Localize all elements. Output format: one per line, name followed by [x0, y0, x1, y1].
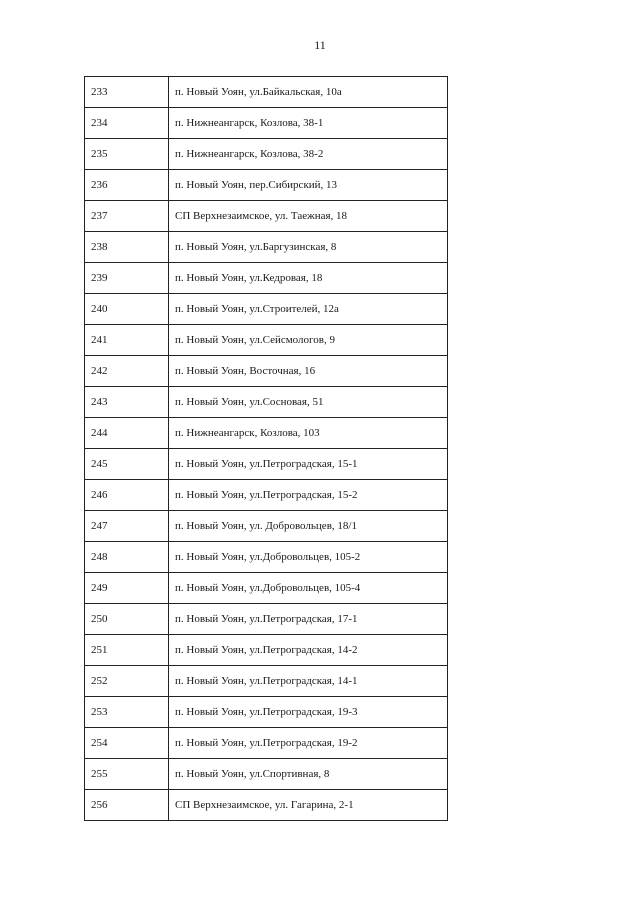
address-cell: п. Новый Уоян, ул.Байкальская, 10а — [169, 77, 448, 108]
row-number-cell: 245 — [85, 449, 169, 480]
address-cell: п. Новый Уоян, ул.Петроградская, 15-1 — [169, 449, 448, 480]
row-number-cell: 247 — [85, 511, 169, 542]
page-number: 11 — [314, 38, 326, 52]
row-number-cell: 250 — [85, 604, 169, 635]
address-cell: п. Новый Уоян, ул.Сейсмологов, 9 — [169, 325, 448, 356]
table-row — [85, 170, 448, 201]
table-row — [85, 201, 448, 232]
address-cell: п. Новый Уоян, ул.Добровольцев, 105-4 — [169, 573, 448, 604]
table-row — [85, 77, 448, 108]
row-number-cell: 249 — [85, 573, 169, 604]
table-row — [85, 263, 448, 294]
address-cell: СП Верхнезаимское, ул. Гагарина, 2-1 — [169, 790, 448, 821]
row-number-cell: 241 — [85, 325, 169, 356]
address-cell: СП Верхнезаимское, ул. Таежная, 18 — [169, 201, 448, 232]
row-number-cell: 237 — [85, 201, 169, 232]
row-number-cell: 243 — [85, 387, 169, 418]
table-body — [85, 77, 448, 821]
row-number-cell: 235 — [85, 139, 169, 170]
row-number-cell: 246 — [85, 480, 169, 511]
table-row — [85, 387, 448, 418]
address-cell: п. Новый Уоян, ул.Баргузинская, 8 — [169, 232, 448, 263]
table-row — [85, 542, 448, 573]
row-number-cell: 255 — [85, 759, 169, 790]
table-row — [85, 356, 448, 387]
address-cell: п. Нижнеангарск, Козлова, 38-1 — [169, 108, 448, 139]
address-cell: п. Новый Уоян, ул.Сосновая, 51 — [169, 387, 448, 418]
address-cell: п. Новый Уоян, ул.Спортивная, 8 — [169, 759, 448, 790]
row-number-cell: 252 — [85, 666, 169, 697]
row-number-cell: 238 — [85, 232, 169, 263]
row-number-cell: 244 — [85, 418, 169, 449]
address-cell: п. Новый Уоян, ул.Петроградская, 14-1 — [169, 666, 448, 697]
table-row — [85, 666, 448, 697]
address-cell: п. Нижнеангарск, Козлова, 38-2 — [169, 139, 448, 170]
row-number-cell: 234 — [85, 108, 169, 139]
address-cell: п. Новый Уоян, ул.Добровольцев, 105-2 — [169, 542, 448, 573]
address-cell: п. Новый Уоян, ул.Кедровая, 18 — [169, 263, 448, 294]
table-row — [85, 697, 448, 728]
row-number-cell: 236 — [85, 170, 169, 201]
row-number-cell: 256 — [85, 790, 169, 821]
address-cell: п. Нижнеангарск, Козлова, 103 — [169, 418, 448, 449]
row-number-cell: 253 — [85, 697, 169, 728]
address-cell: п. Новый Уоян, ул.Петроградская, 14-2 — [169, 635, 448, 666]
table-row — [85, 139, 448, 170]
row-number-cell: 248 — [85, 542, 169, 573]
address-cell: п. Новый Уоян, ул.Петроградская, 19-3 — [169, 697, 448, 728]
address-cell: п. Новый Уоян, ул. Добровольцев, 18/1 — [169, 511, 448, 542]
table-row — [85, 449, 448, 480]
table-row — [85, 573, 448, 604]
address-cell: п. Новый Уоян, ул.Петроградская, 15-2 — [169, 480, 448, 511]
table-row — [85, 480, 448, 511]
row-number-cell: 254 — [85, 728, 169, 759]
row-number-cell: 242 — [85, 356, 169, 387]
address-cell: п. Новый Уоян, пер.Сибирский, 13 — [169, 170, 448, 201]
table-row — [85, 728, 448, 759]
table-row — [85, 511, 448, 542]
table-row — [85, 108, 448, 139]
table-row — [85, 325, 448, 356]
address-cell: п. Новый Уоян, ул.Строителей, 12а — [169, 294, 448, 325]
address-table — [84, 76, 448, 821]
table-row — [85, 790, 448, 821]
row-number-cell: 251 — [85, 635, 169, 666]
table-row — [85, 294, 448, 325]
address-cell: п. Новый Уоян, ул.Петроградская, 17-1 — [169, 604, 448, 635]
table-row — [85, 635, 448, 666]
address-cell: п. Новый Уоян, ул.Петроградская, 19-2 — [169, 728, 448, 759]
row-number-cell: 240 — [85, 294, 169, 325]
table-row — [85, 232, 448, 263]
row-number-cell: 239 — [85, 263, 169, 294]
table-row — [85, 418, 448, 449]
address-cell: п. Новый Уоян, Восточная, 16 — [169, 356, 448, 387]
table-row — [85, 604, 448, 635]
table-row — [85, 759, 448, 790]
row-number-cell: 233 — [85, 77, 169, 108]
